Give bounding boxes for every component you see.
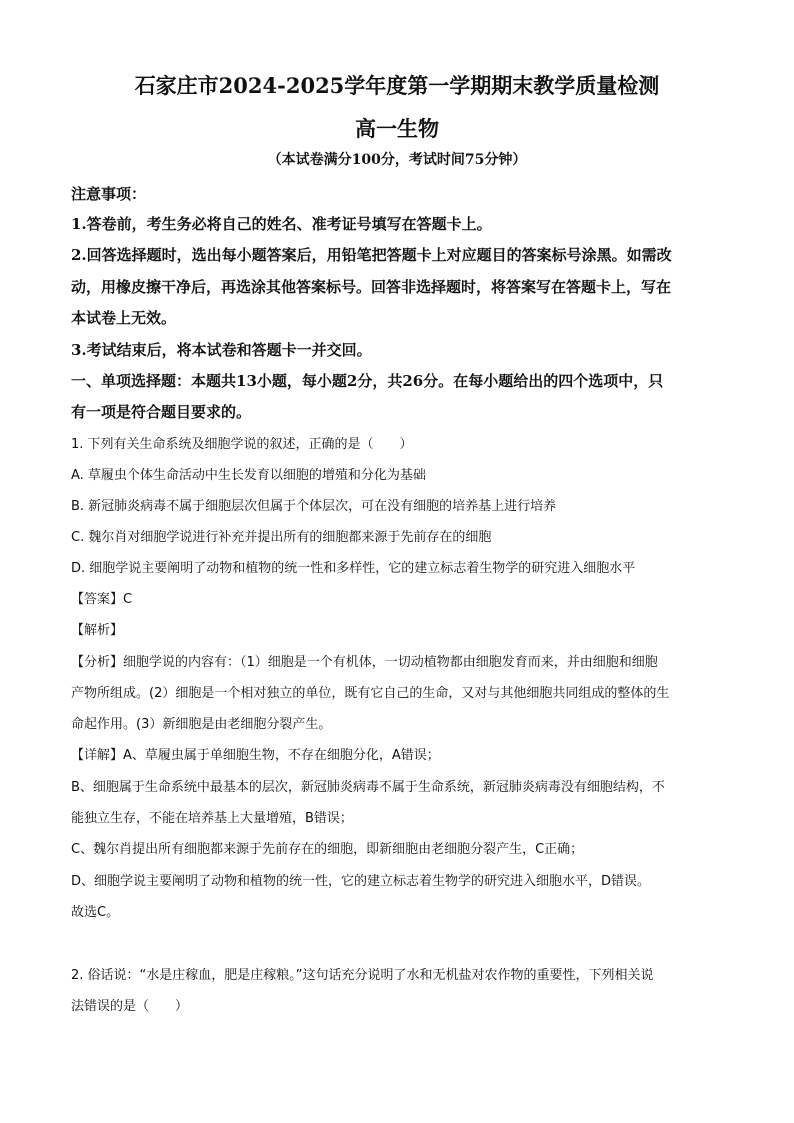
section-heading-line-1: 一、单项选择题：本题共13小题，每小题2分，共26分。在每小题给出的四个选项中，只: [71, 372, 664, 390]
instructions-heading: 注意事项：: [71, 185, 147, 203]
instruction-item-2-line-3: 本试卷上无效。: [71, 309, 177, 327]
q1-conclusion: 故选C。: [71, 905, 120, 920]
q1-option-b: B. 新冠肺炎病毒不属于细胞层次但属于个体层次，可在没有细胞的培养基上进行培养: [71, 499, 557, 514]
q1-detail-c: C、魏尔肖提出所有细胞都来源于先前存在的细胞，即新细胞由老细胞分裂产生，C正确；: [71, 842, 584, 857]
q1-option-d: D. 细胞学说主要阐明了动物和植物的统一性和多样性，它的建立标志着生物学的研究进入细胞水平: [71, 561, 636, 576]
q1-detail-a: 【详解】A、草履虫属于单细胞生物，不存在细胞分化，A错误；: [71, 748, 440, 763]
q1-analysis-line-2: 产物所组成。(2）细胞是一个相对独立的单位，既有它自己的生命，又对与其他细胞共同组成的整体的生: [71, 686, 670, 701]
instruction-item-2-line-1: 2.回答选择题时，选出每小题答案后，用铅笔把答题卡上对应题目的答案标号涂黑。如需改: [71, 246, 672, 264]
q1-analysis-label: 【解析】: [71, 623, 124, 638]
instruction-item-1: 1.答卷前，考生务必将自己的姓名、准考证号填写在答题卡上。: [71, 215, 492, 233]
q1-detail-d: D、细胞学说主要阐明了动物和植物的统一性，它的建立标志着生物学的研究进入细胞水平，D错误。: [71, 874, 651, 889]
q2-stem-line-2: 法错误的是（ ）: [71, 999, 189, 1014]
q1-option-a: A. 草履虫个体生命活动中生长发育以细胞的增殖和分化为基础: [71, 468, 426, 483]
q1-stem: 1. 下列有关生命系统及细胞学说的叙述，正确的是（ ）: [71, 437, 413, 452]
q1-detail-b-line-2: 能独立生存，不能在培养基上大量增殖，B错误；: [71, 811, 353, 826]
exam-title: 石家庄市2024-2025学年度第一学期期末教学质量检测: [134, 73, 660, 98]
instruction-item-3: 3.考试结束后，将本试卷和答题卡一并交回。: [71, 341, 372, 359]
q2-stem-line-1: 2. 俗话说：“水是庄稼血，肥是庄稼粮。”这句话充分说明了水和无机盐对农作物的重要性，下列相关说: [71, 968, 654, 983]
section-heading-line-2: 有一项是符合题目要求的。: [71, 403, 252, 421]
instruction-item-2-line-2: 动，用橡皮擦干净后，再选涂其他答案标号。回答非选择题时，将答案写在答题卡上，写在: [71, 278, 672, 296]
q1-detail-b-line-1: B、细胞属于生命系统中最基本的层次，新冠肺炎病毒不属于生命系统，新冠肺炎病毒没有细胞结构，不: [71, 780, 665, 795]
q1-answer: 【答案】C: [71, 592, 133, 607]
q1-analysis-line-3: 命起作用。(3）新细胞是由老细胞分裂产生。: [71, 717, 332, 732]
q1-option-c: C. 魏尔肖对细胞学说进行补充并提出所有的细胞都来源于先前存在的细胞: [71, 530, 492, 545]
subject-title: 高一生物: [355, 116, 439, 141]
q1-analysis-line-1: 【分析】细胞学说的内容有：（1）细胞是一个有机体，一切动植物都由细胞发育而来，并由细胞和细胞: [71, 655, 658, 670]
exam-note: （本试卷满分100分，考试时间75分钟）: [267, 152, 527, 168]
